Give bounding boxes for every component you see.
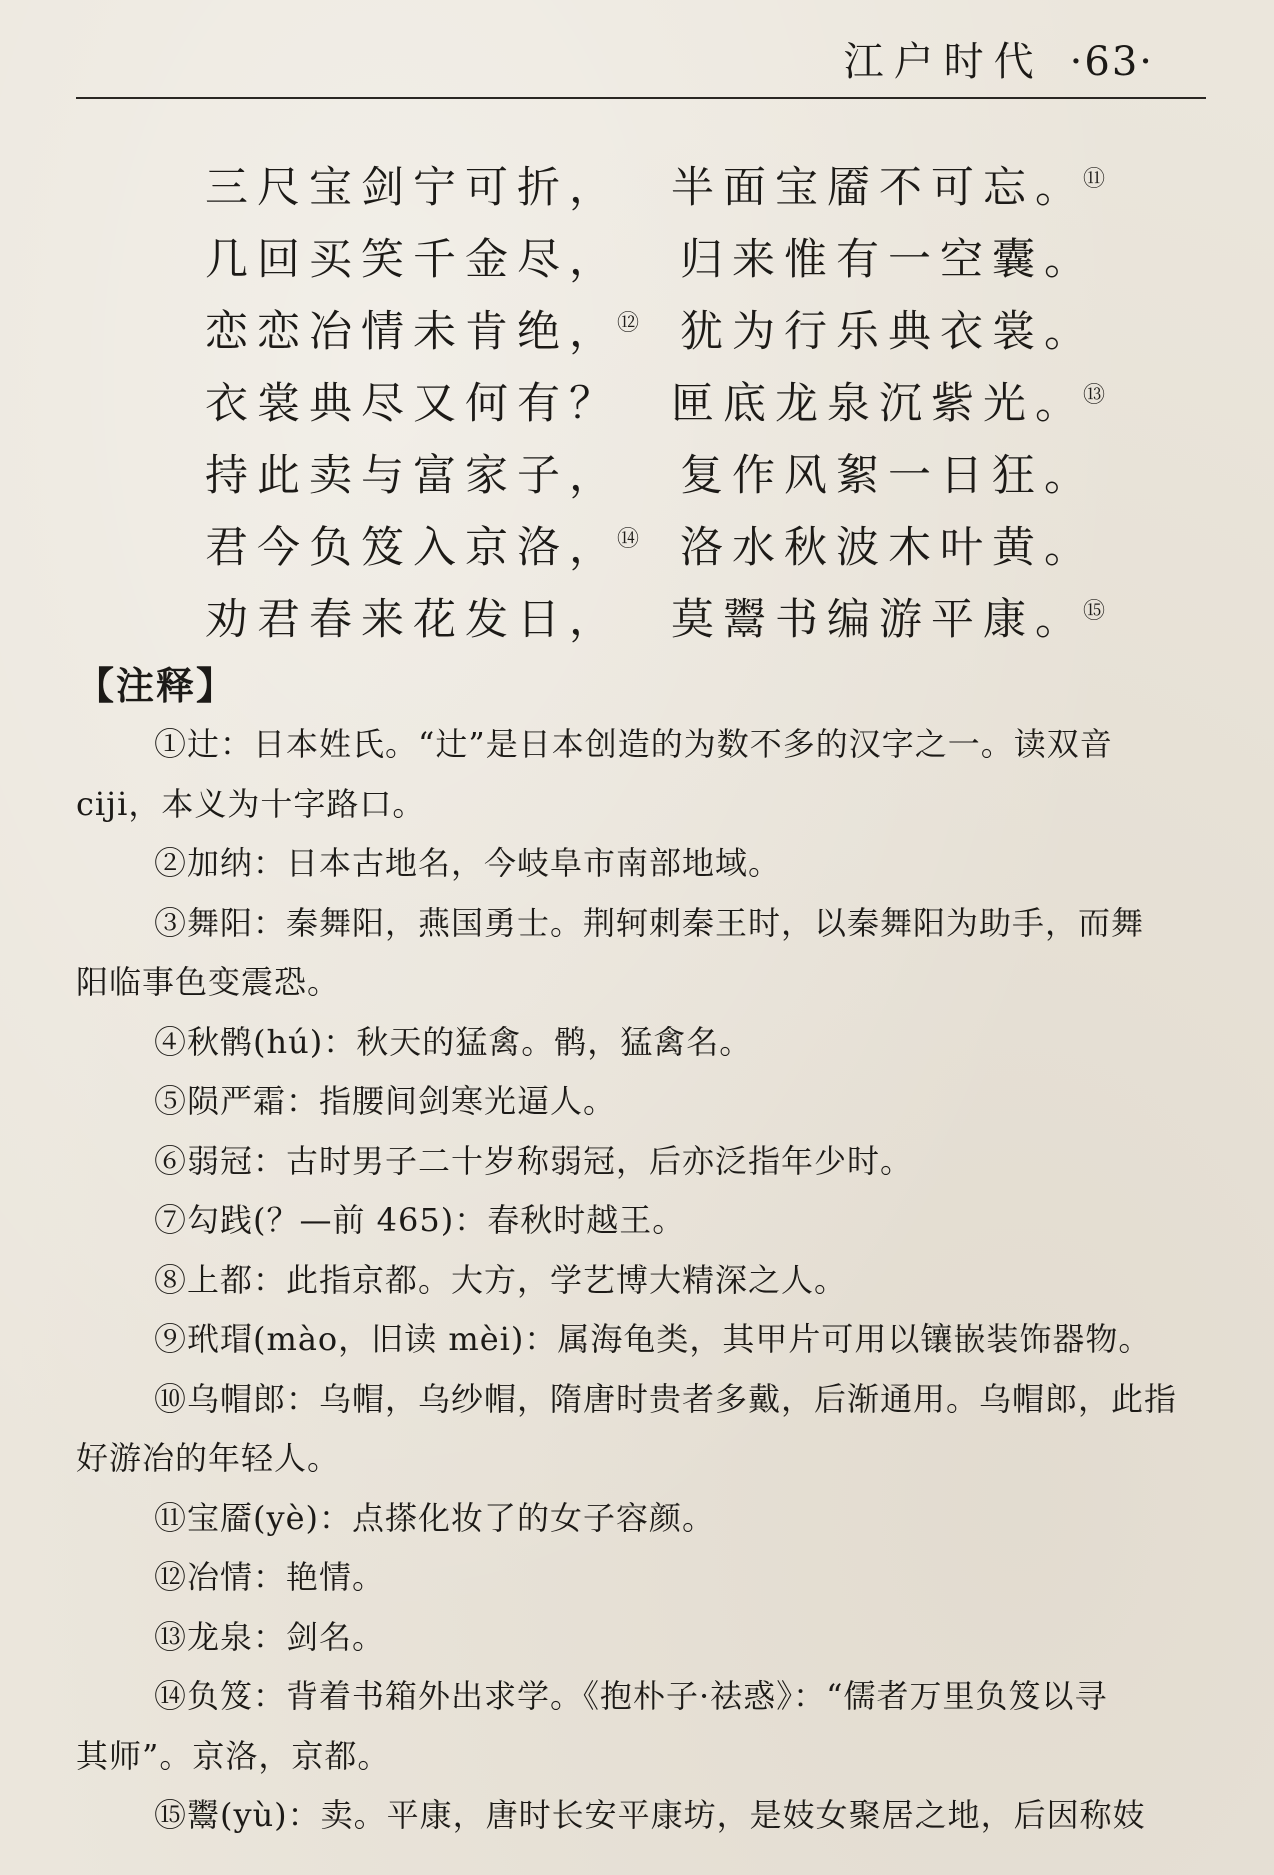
- poem-line-left: 恋恋冶情未肯绝，: [205, 306, 621, 357]
- note-line: ⑦勾践(？—前 465)：春秋时越王。: [154, 1201, 686, 1239]
- note-line: ⑨玳瑁(mào，旧读 mèi)：属海龟类，其甲片可用以镶嵌装饰器物。: [154, 1320, 1152, 1358]
- poem-couplet: [205, 292, 1105, 364]
- note-marker: ⑫: [617, 311, 640, 337]
- note-line: ⑤陨严霜：指腰间剑寒光逼人。: [154, 1082, 617, 1120]
- poem: [205, 148, 1105, 652]
- poem-line-left: 劝君春来花发日，: [205, 594, 621, 645]
- page-number: ·63·: [1069, 39, 1154, 85]
- poem-line-left: 三尺宝剑宁可折，: [205, 162, 621, 213]
- note-line: ⑧上都：此指京都。大方，学艺博大精深之人。: [154, 1260, 848, 1299]
- poem-line-right: 洛水秋波木叶黄。: [680, 522, 1096, 573]
- note-line: ③舞阳：秦舞阳，燕国勇士。荆轲刺秦王时，以秦舞阳为助手，而舞: [154, 903, 1145, 942]
- note-line: ⑩乌帽郎：乌帽，乌纱帽，隋唐时贵者多戴，后渐通用。乌帽郎，此指: [154, 1379, 1178, 1418]
- header-rule: [76, 97, 1206, 99]
- chapter-title: 江户时代: [843, 39, 1044, 85]
- poem-couplet: [205, 364, 1105, 436]
- poem-line-left: 衣裳典尽又何有？: [205, 378, 621, 429]
- poem-line-right: 复作风絮一日狂。: [680, 450, 1096, 501]
- poem-line-right: 归来惟有一空囊。: [680, 234, 1096, 285]
- poem-line-right: 莫鬻书编游平康。: [670, 594, 1087, 645]
- note-line: ⑭负笈：背着书箱外出求学。《抱朴子·祛惑》：“儒者万里负笈以寻: [154, 1677, 1108, 1715]
- note-marker: ⑭: [617, 527, 640, 553]
- note-line: ①辻：日本姓氏。“辻”是日本创造的为数不多的汉字之一。读双音: [154, 725, 1113, 763]
- notes-heading: 【注释】: [76, 664, 237, 708]
- poem-couplet: [205, 148, 1105, 220]
- poem-couplet: [205, 580, 1105, 652]
- poem-line-left: 持此卖与富家子，: [205, 450, 621, 501]
- poem-line-left: 君今负笈入京洛，: [205, 522, 621, 573]
- poem-couplet: [205, 436, 1105, 508]
- note-line: 好游冶的年轻人。: [76, 1439, 341, 1477]
- note-line: ⑬龙泉：剑名。: [154, 1617, 386, 1656]
- poem-line-right: 半面宝靥不可忘。: [670, 162, 1087, 213]
- note-marker: ⑬: [1082, 383, 1105, 409]
- note-line: ⑫冶情：艳情。: [154, 1558, 386, 1596]
- note-line: ⑮鬻(yù)：卖。平康，唐时长安平康坊，是妓女聚居之地，后因称妓: [154, 1796, 1146, 1834]
- poem-line-left: 几回买笑千金尽，: [205, 234, 621, 285]
- note-line: ④秋鹘(hú)：秋天的猛禽。鹘，猛禽名。: [154, 1022, 753, 1061]
- note-line: ⑪宝靥(yè)：点搽化妆了的女子容颜。: [154, 1498, 715, 1537]
- note-line: ⑥弱冠：古时男子二十岁称弱冠，后亦泛指年少时。: [154, 1141, 914, 1180]
- poem-couplet: [205, 508, 1105, 580]
- note-marker: ⑮: [1082, 599, 1105, 625]
- notes-section: [76, 715, 1206, 1846]
- running-head: [844, 30, 1154, 87]
- poem-line-right: 犹为行乐典衣裳。: [680, 306, 1096, 357]
- note-line: 其师”。京洛，京都。: [76, 1736, 391, 1775]
- note-line: ②加纳：日本古地名，今岐阜市南部地域。: [154, 844, 782, 882]
- note-line: 阳临事色变震恐。: [76, 963, 341, 1001]
- note-line: ciji，本义为十字路口。: [76, 784, 426, 823]
- poem-line-right: 匣底龙泉沉紫光。: [670, 378, 1087, 429]
- poem-couplet: [205, 220, 1105, 292]
- note-marker: ⑪: [1082, 167, 1105, 193]
